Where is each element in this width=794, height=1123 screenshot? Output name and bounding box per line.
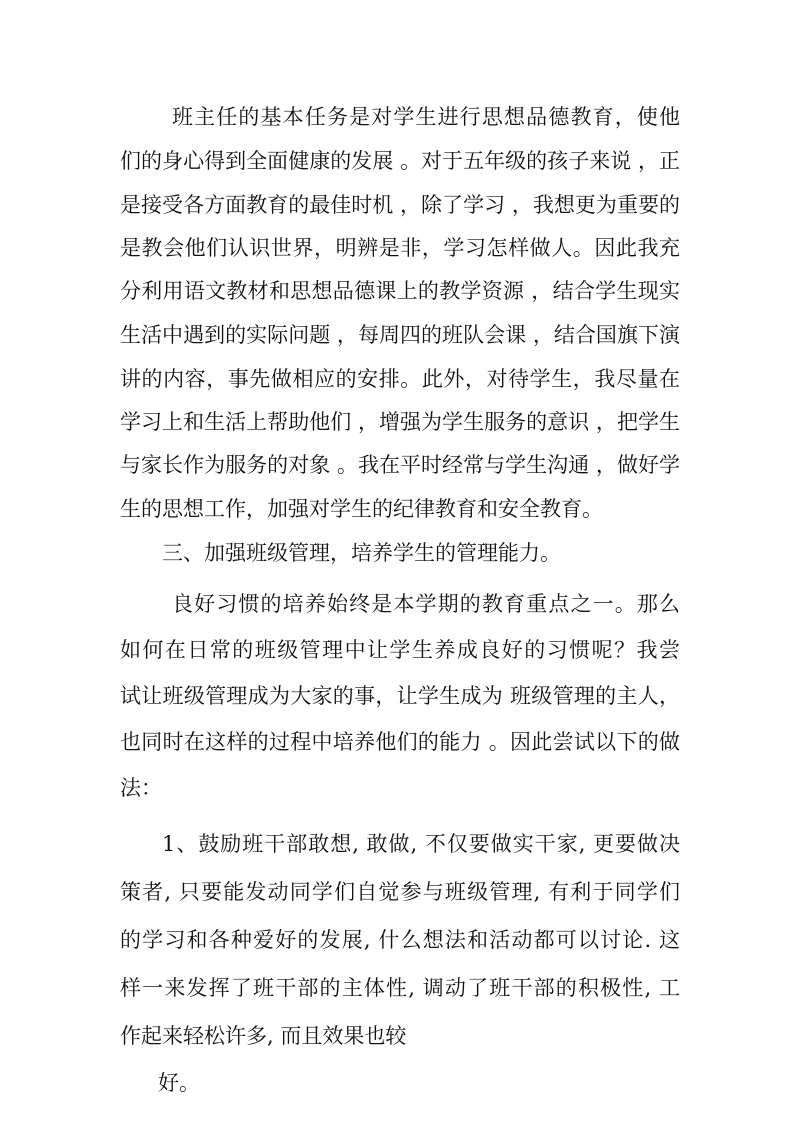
paragraph-3-line: 的学习和各种爱好的发展, 什么想法和活动都可以讨论. 这 — [120, 928, 680, 952]
paragraph-3-line: 样一来发挥了班干部的主体性, 调动了班干部的积极性, 工 — [120, 976, 680, 1000]
paragraph-1-line: 班主任的基本任务是对学生进行思想品德教育，使他 — [172, 105, 680, 129]
paragraph-1-line: 与家长作为服务的对象 。我在平时经常与学生沟通 ，做好学 — [120, 453, 680, 477]
paragraph-2-line: 良好习惯的培养始终是本学期的教育重点之一。那么 — [172, 592, 680, 616]
paragraph-3-line: 好。 — [158, 1071, 200, 1095]
paragraph-1-line: 学习上和生活上帮助他们 ，增强为学生服务的意识 ，把学生 — [120, 410, 680, 434]
section-heading: 三、加强班级管理，培养学生的管理能力。 — [162, 541, 561, 565]
paragraph-3-line: 1、鼓励班干部敢想, 敢做, 不仅要做实干家, 更要做决 — [162, 832, 680, 856]
paragraph-3-line: 作起来轻松许多, 而且效果也较 — [120, 1024, 407, 1048]
paragraph-2-line: 法： — [120, 776, 162, 800]
paragraph-3-line: 策者, 只要能发动同学们自觉参与班级管理, 有利于同学们 — [120, 880, 680, 904]
paragraph-1-line: 是接受各方面教育的最佳时机 ，除了学习 ，我想更为重要的 — [120, 193, 680, 217]
paragraph-1-line: 们的身心得到全面健康的发展 。对于五年级的孩子来说 ，正 — [120, 149, 680, 173]
paragraph-1-line: 分利用语文教材和思想品德课上的教学资源 ，结合学生现实 — [120, 279, 680, 303]
paragraph-1-line: 生的思想工作，加强对学生的纪律教育和安全教育。 — [120, 497, 603, 521]
paragraph-2-line: 也同时在这样的过程中培养他们的能力 。因此尝试以下的做 — [120, 730, 680, 754]
paragraph-1-line: 生活中遇到的实际问题 ，每周四的班队会课 ，结合国旗下演 — [120, 323, 680, 347]
paragraph-1-line: 是教会他们认识世界，明辨是非，学习怎样做人。因此我充 — [120, 236, 680, 260]
paragraph-2-line: 试让班级管理成为大家的事，让学生成为 班级管理的主人， — [120, 684, 680, 708]
paragraph-1-line: 讲的内容，事先做相应的安排。此外，对待学生，我尽量在 — [120, 367, 680, 391]
paragraph-2-line: 如何在日常的班级管理中让学生养成良好的习惯呢？我尝 — [120, 638, 680, 662]
